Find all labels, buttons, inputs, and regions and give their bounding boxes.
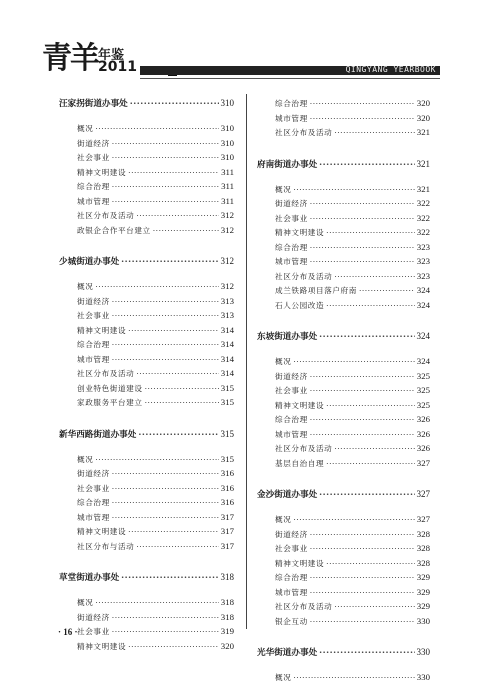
dot-leader: [95, 453, 218, 468]
toc-right-column: [257, 96, 430, 685]
toc-item-title: 城市管理: [77, 354, 110, 364]
toc-item-entry[interactable]: [59, 208, 234, 223]
toc-item-title: 创业特色街道建设: [77, 383, 143, 393]
dot-leader: [95, 596, 218, 611]
dot-leader: [130, 97, 219, 112]
dot-leader: [310, 241, 415, 256]
toc-item-entry[interactable]: [257, 456, 430, 471]
toc-item-entry[interactable]: [257, 283, 430, 298]
toc-item-title: 社区分布及活动: [275, 602, 333, 611]
dot-leader: [95, 280, 218, 295]
toc-item-entry[interactable]: [59, 179, 234, 194]
header-band-text: QINGYANG YEARBOOK: [345, 65, 436, 74]
dot-leader: [128, 640, 219, 655]
dot-leader: [112, 482, 219, 497]
toc-item-title: 街道经济: [275, 199, 308, 208]
toc-page-number: 311: [221, 181, 234, 191]
toc-item-title: 石人公园改造: [275, 300, 325, 310]
toc-item-title: 概况: [275, 184, 292, 194]
toc-page-number: 310: [220, 137, 234, 148]
toc-item-title: 街道经济: [77, 296, 110, 306]
dot-leader: [319, 646, 414, 661]
toc-item-entry[interactable]: [59, 539, 234, 554]
toc-item-title: 精神文明建设: [275, 558, 325, 568]
header-rule: [140, 78, 440, 79]
toc-item-title: 概况: [77, 124, 94, 133]
dot-leader: [359, 284, 415, 299]
toc-page-number: 314: [220, 368, 234, 378]
toc-page-number: 322: [416, 212, 430, 223]
toc-section-title: 东坡街道办事处: [257, 332, 318, 342]
toc-page-number: 316: [220, 468, 234, 478]
dot-leader: [128, 525, 219, 540]
toc-item-entry[interactable]: [257, 254, 430, 269]
toc-item-entry[interactable]: [59, 610, 234, 625]
toc-page-number: 322: [416, 198, 430, 208]
toc-page-number: 315: [220, 453, 234, 464]
dot-leader: [293, 183, 414, 198]
dot-leader: [112, 496, 219, 511]
toc-item-title: 基层自治自理: [275, 458, 325, 468]
toc-page-number: 328: [416, 543, 430, 553]
toc-section-entry[interactable]: [257, 329, 430, 344]
toc-section-entry[interactable]: [257, 157, 430, 172]
toc-item-entry[interactable]: [257, 441, 430, 456]
toc-item-title: 概况: [77, 282, 94, 291]
toc-item-entry[interactable]: [59, 495, 234, 510]
toc-item-entry[interactable]: [59, 639, 234, 654]
toc-item-title: 社区分布与活动: [77, 541, 135, 551]
toc-item-title: 概况: [275, 357, 292, 366]
toc-page-number: 329: [416, 572, 430, 582]
toc-page-number: 313: [220, 295, 234, 306]
dot-leader: [293, 513, 414, 528]
toc-page-number: 324: [416, 299, 430, 310]
dot-leader: [136, 367, 218, 382]
dot-leader: [319, 488, 414, 503]
dot-leader: [326, 457, 415, 472]
toc-item-title: 城市管理: [275, 113, 308, 123]
dot-leader: [136, 209, 218, 224]
dot-leader: [112, 353, 219, 368]
toc-item-title: 街道经济: [77, 138, 110, 148]
dot-leader: [112, 195, 219, 210]
dot-leader: [112, 295, 219, 310]
toc-item-title: 社会事业: [77, 153, 110, 162]
toc-page-number: 322: [416, 227, 430, 237]
toc-page-number: 329: [416, 601, 430, 611]
logo-subtitle: 年鉴: [98, 48, 125, 63]
toc-item-title: 精神文明建设: [77, 167, 127, 177]
toc-page-number: 325: [416, 399, 430, 410]
toc-item-title: 概况: [275, 673, 292, 682]
dot-leader: [136, 540, 218, 555]
toc-item-entry[interactable]: [257, 614, 430, 629]
toc-page-number: 310: [220, 98, 234, 108]
toc-item-title: 城市管理: [275, 257, 308, 266]
toc-section-title: 草堂街道办事处: [59, 573, 120, 583]
toc-page-number: 317: [220, 526, 234, 536]
toc-page-number: 310: [220, 152, 234, 162]
dot-leader: [310, 615, 415, 630]
toc-item-entry[interactable]: [59, 595, 234, 610]
dot-leader: [334, 126, 414, 141]
dot-leader: [326, 226, 415, 241]
toc-section-entry[interactable]: [59, 570, 234, 585]
toc-page-number: 329: [416, 586, 430, 597]
toc-item-entry[interactable]: [257, 211, 430, 226]
toc-section-title: 光华街道办事处: [257, 648, 318, 658]
dot-leader: [310, 255, 415, 270]
toc-page-number: 312: [220, 224, 234, 235]
dot-leader: [112, 511, 219, 526]
dot-leader: [112, 180, 219, 195]
dot-leader: [112, 151, 219, 166]
toc-item-entry[interactable]: [59, 524, 234, 539]
toc-section-entry[interactable]: [59, 254, 234, 269]
toc-item-entry[interactable]: [257, 412, 430, 427]
toc-item-title: 概况: [275, 515, 292, 524]
dot-leader: [334, 442, 414, 457]
dot-leader: [293, 355, 414, 370]
dot-leader: [145, 396, 219, 411]
dot-leader: [319, 158, 414, 173]
toc-page-number: 311: [221, 166, 234, 177]
dot-leader: [145, 382, 219, 397]
toc-section-title: 少城街道办事处: [59, 257, 120, 267]
toc-item-entry[interactable]: [257, 585, 430, 600]
toc-item-entry[interactable]: [257, 96, 430, 111]
toc-item-entry[interactable]: [257, 541, 430, 556]
toc-item-entry[interactable]: [59, 136, 234, 151]
toc-item-entry[interactable]: [257, 182, 430, 197]
toc-item-entry[interactable]: [59, 279, 234, 294]
toc-section-entry[interactable]: [257, 487, 430, 502]
toc-item-entry[interactable]: [257, 670, 430, 685]
dot-leader: [112, 137, 219, 152]
toc-left-column: [59, 96, 234, 653]
toc-item-entry[interactable]: [257, 269, 430, 284]
toc-item-title: 精神文明建设: [77, 527, 127, 536]
toc-item-entry[interactable]: [59, 165, 234, 180]
toc-item-title: 城市管理: [275, 429, 308, 439]
toc-item-entry[interactable]: [59, 452, 234, 467]
toc-item-entry[interactable]: [59, 366, 234, 381]
toc-page-number: 312: [220, 256, 234, 266]
toc-item-entry[interactable]: [257, 427, 430, 442]
yearbook-logo: [42, 42, 162, 82]
toc-page-number: 324: [416, 331, 430, 341]
toc-page-number: 321: [416, 183, 430, 194]
toc-item-entry[interactable]: [59, 121, 234, 136]
dot-leader: [128, 166, 219, 181]
toc-item-entry[interactable]: [257, 556, 430, 571]
toc-page-number: 314: [220, 353, 234, 364]
toc-page-number: 324: [416, 285, 430, 295]
toc-item-title: 综合治理: [275, 99, 308, 108]
dot-leader: [310, 542, 415, 557]
toc-page-number: 315: [220, 397, 234, 407]
toc-page-number: 316: [220, 482, 234, 493]
dot-leader: [326, 399, 415, 414]
toc-section-entry[interactable]: [257, 645, 430, 660]
logo-year: 2011: [98, 59, 137, 75]
toc-page-number: 314: [220, 324, 234, 335]
toc-item-entry[interactable]: [257, 125, 430, 140]
toc-item-entry[interactable]: [257, 512, 430, 527]
dot-leader: [310, 197, 415, 212]
toc-item-entry[interactable]: [257, 599, 430, 614]
toc-item-title: 社会事业: [77, 311, 110, 320]
dot-leader: [310, 586, 415, 601]
toc-item-title: 社会事业: [77, 627, 110, 636]
dot-leader: [138, 428, 218, 443]
toc-item-title: 综合治理: [77, 182, 110, 191]
toc-page-number: 323: [416, 256, 430, 266]
dot-leader: [112, 467, 219, 482]
dot-leader: [310, 413, 415, 428]
toc-page-number: 311: [221, 195, 234, 206]
toc-page-number: 320: [416, 112, 430, 123]
toc-page-number: 325: [416, 370, 430, 381]
toc-page-number: 327: [416, 514, 430, 524]
toc-item-title: 综合治理: [77, 340, 110, 349]
toc-item-entry[interactable]: [257, 298, 430, 313]
toc-page-number: 324: [416, 356, 430, 366]
toc-item-entry[interactable]: [257, 240, 430, 255]
logo-glyph: 青羊: [42, 41, 98, 76]
toc-item-entry[interactable]: [257, 225, 430, 240]
toc-page-number: 314: [220, 339, 234, 349]
toc-item-title: 精神文明建设: [275, 400, 325, 410]
dot-leader: [319, 330, 414, 345]
toc-page-number: 328: [416, 528, 430, 539]
toc-page-number: 318: [220, 572, 234, 582]
toc-page-number: 313: [220, 310, 234, 320]
toc-item-title: 社区分布及活动: [77, 211, 135, 220]
toc-item-entry[interactable]: [257, 369, 430, 384]
toc-item-entry[interactable]: [257, 383, 430, 398]
toc-item-entry[interactable]: [59, 395, 234, 410]
toc-item-title: 成兰铁路项目落户府南: [275, 286, 357, 295]
toc-page-number: 317: [220, 540, 234, 551]
toc-item-title: 城市管理: [77, 512, 110, 522]
dot-leader: [310, 212, 415, 227]
toc-page-number: 312: [220, 281, 234, 291]
toc-item-entry[interactable]: [59, 294, 234, 309]
toc-item-entry[interactable]: [59, 337, 234, 352]
toc-item-title: 社区分布及活动: [77, 369, 135, 378]
toc-item-entry[interactable]: [59, 308, 234, 323]
toc-item-entry[interactable]: [257, 570, 430, 585]
dot-leader: [310, 528, 415, 543]
toc-item-entry[interactable]: [59, 323, 234, 338]
toc-item-title: 精神文明建设: [77, 325, 127, 335]
toc-page-number: 330: [416, 615, 430, 626]
dot-leader: [334, 270, 414, 285]
toc-item-title: 精神文明建设: [275, 228, 325, 237]
toc-page-number: 325: [416, 385, 430, 395]
dot-leader: [334, 600, 414, 615]
dot-leader: [310, 112, 415, 127]
toc-page-number: 326: [416, 443, 430, 453]
toc-page-number: 321: [416, 127, 430, 137]
page-number: · 16 ·: [58, 627, 78, 637]
toc-item-title: 家政服务平台建立: [77, 398, 143, 407]
toc-section-entry[interactable]: [59, 96, 234, 111]
toc-item-entry[interactable]: [59, 466, 234, 481]
header-band: [140, 66, 440, 75]
dot-leader: [310, 384, 415, 399]
toc-item-title: 城市管理: [77, 196, 110, 206]
toc-item-title: 概况: [77, 454, 94, 464]
toc-item-title: 街道经济: [275, 371, 308, 381]
dot-leader: [326, 557, 415, 572]
toc-item-entry[interactable]: [257, 196, 430, 211]
toc-item-title: 综合治理: [77, 498, 110, 507]
toc-page-number: 312: [220, 210, 234, 220]
column-divider: [246, 94, 247, 629]
dot-leader: [326, 299, 415, 314]
dot-leader: [293, 671, 414, 686]
toc-page-number: 316: [220, 497, 234, 507]
toc-page-number: 315: [220, 382, 234, 393]
toc-page-number: 326: [416, 428, 430, 439]
toc-page-number: 320: [416, 98, 430, 108]
toc-page-number: 323: [416, 270, 430, 281]
dot-leader: [121, 571, 218, 586]
toc-item-title: 社区分布及活动: [275, 444, 333, 453]
dot-leader: [310, 571, 415, 586]
toc-item-entry[interactable]: [59, 381, 234, 396]
toc-item-title: 城市管理: [275, 587, 308, 597]
toc-item-entry[interactable]: [257, 398, 430, 413]
toc-item-title: 街道经济: [77, 469, 110, 478]
toc-page-number: 318: [220, 597, 234, 607]
toc-item-entry[interactable]: [59, 624, 234, 639]
toc-item-title: 社会事业: [77, 483, 110, 493]
toc-item-entry[interactable]: [59, 223, 234, 238]
toc-item-title: 银企互动: [275, 616, 308, 626]
toc-item-title: 社区分布及活动: [275, 128, 333, 137]
dot-leader: [112, 611, 219, 626]
toc-page-number: 330: [416, 672, 430, 682]
toc-item-title: 社会事业: [275, 213, 308, 223]
toc-page-number: 317: [220, 511, 234, 522]
toc-item-title: 综合治理: [275, 415, 308, 424]
dot-leader: [112, 625, 219, 640]
toc-item-title: 政银企合作平台建立: [77, 225, 151, 235]
toc-page-number: 326: [416, 414, 430, 424]
toc-item-entry[interactable]: [257, 354, 430, 369]
toc-section-title: 府南街道办事处: [257, 159, 318, 170]
toc-page-number: 310: [220, 123, 234, 133]
toc-item-entry[interactable]: [59, 510, 234, 525]
toc-item-title: 概况: [77, 598, 94, 607]
toc-item-title: 精神文明建设: [77, 641, 127, 651]
toc-section-title: 汪家拐街道办事处: [59, 99, 128, 109]
dot-leader: [310, 97, 415, 112]
toc-item-title: 综合治理: [275, 242, 308, 252]
toc-item-title: 综合治理: [275, 573, 308, 582]
toc-page-number: 327: [416, 489, 430, 499]
dot-leader: [310, 370, 415, 385]
toc-item-title: 社会事业: [275, 386, 308, 395]
toc-item-entry[interactable]: [59, 481, 234, 496]
toc-item-title: 社区分布及活动: [275, 271, 333, 281]
toc-item-entry[interactable]: [257, 527, 430, 542]
dot-leader: [95, 122, 218, 137]
toc-page-number: 328: [416, 557, 430, 568]
toc-page-number: 323: [416, 241, 430, 252]
toc-section-entry[interactable]: [59, 427, 234, 442]
dot-leader: [310, 428, 415, 443]
dot-leader: [112, 309, 219, 324]
toc-page-number: 321: [416, 158, 430, 169]
toc-page-number: 318: [220, 611, 234, 622]
toc-page-number: 330: [416, 647, 430, 657]
toc-page-number: 315: [220, 428, 234, 439]
dot-leader: [128, 324, 219, 339]
dot-leader: [153, 224, 219, 239]
toc-page-number: 327: [416, 457, 430, 468]
toc-item-title: 街道经济: [275, 529, 308, 539]
toc-item-entry[interactable]: [59, 194, 234, 209]
toc-item-title: 街道经济: [77, 612, 110, 622]
toc-page-number: 320: [220, 640, 234, 651]
toc-page-number: 319: [220, 626, 234, 636]
dot-leader: [112, 338, 219, 353]
toc-section-title: 金沙街道办事处: [257, 490, 318, 500]
toc-item-entry[interactable]: [59, 150, 234, 165]
toc-item-title: 社会事业: [275, 544, 308, 553]
toc-item-entry[interactable]: [257, 111, 430, 126]
dot-leader: [121, 255, 218, 270]
toc-item-entry[interactable]: [59, 352, 234, 367]
page-header: [0, 38, 480, 82]
toc-section-title: 新华西路街道办事处: [59, 429, 137, 440]
